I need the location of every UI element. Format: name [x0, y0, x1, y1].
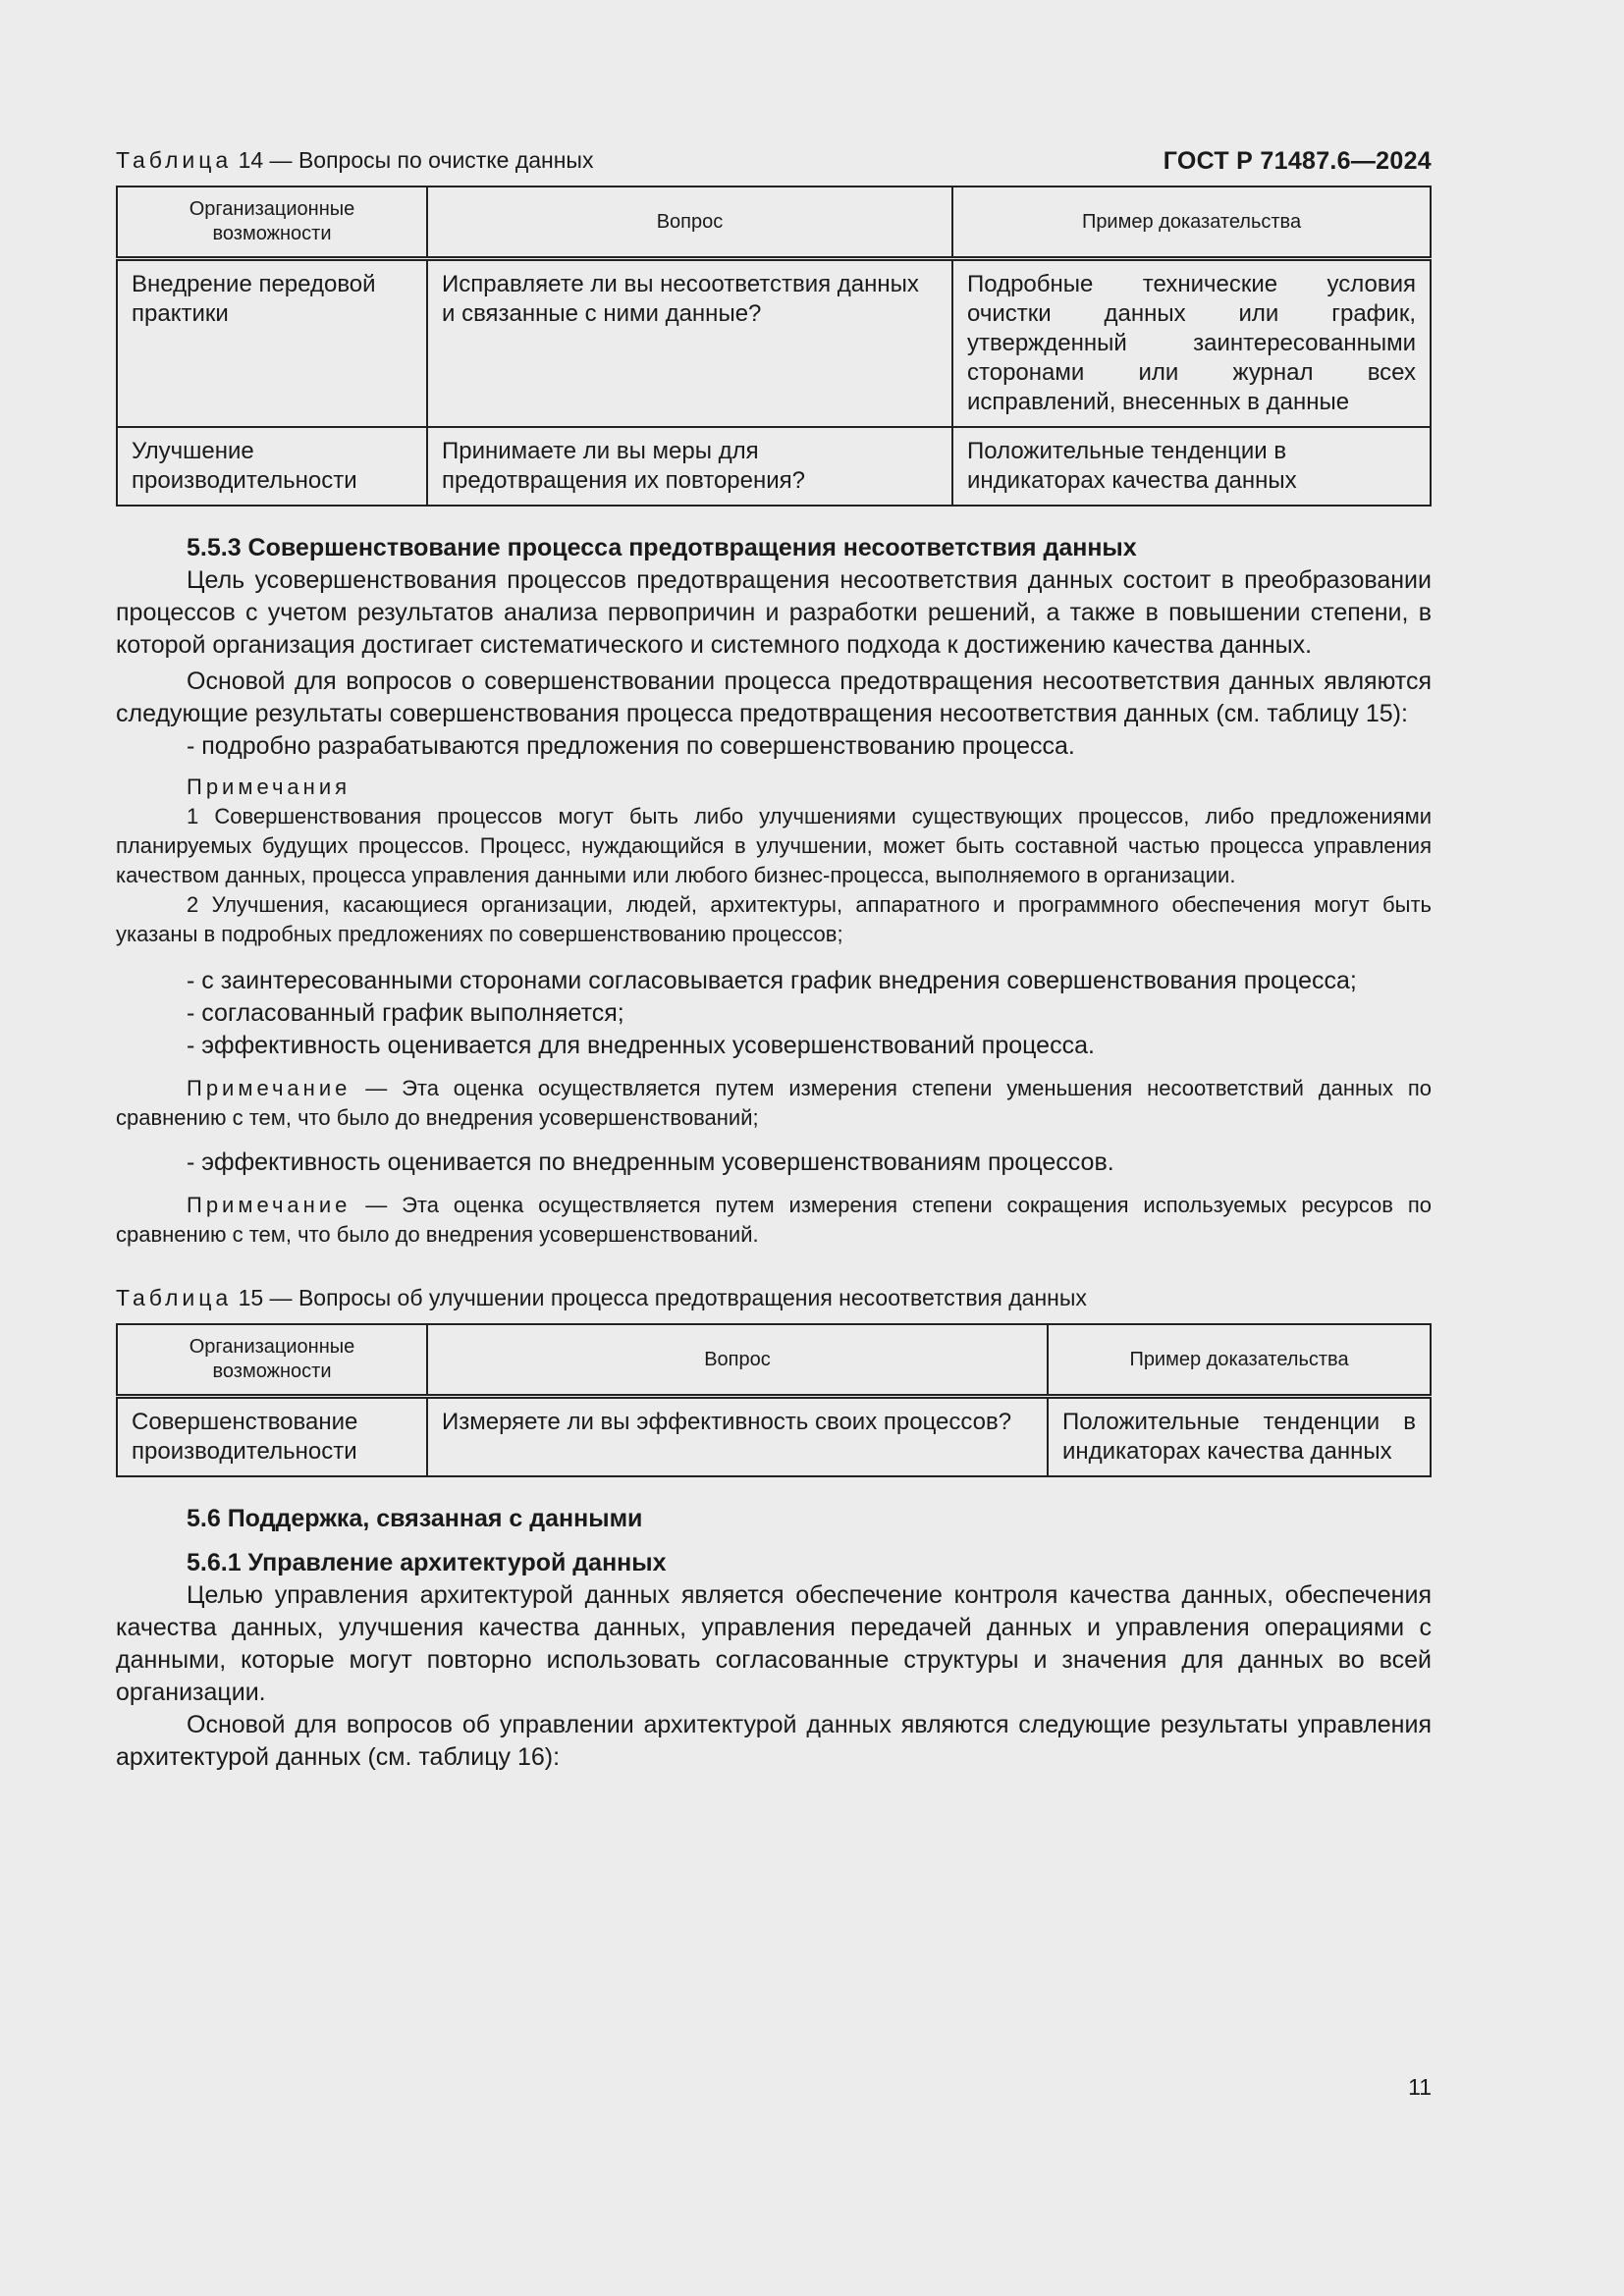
table14-cell: Внедрение передовой практики — [117, 259, 427, 428]
note-text: — Эта оценка осуществляется путем измерения степени уменьшения несоответствий данных по сравнению с тем, что было до внедрения усовершенствований; — [116, 1076, 1432, 1130]
table15-caption-word: Таблица — [116, 1285, 233, 1310]
list-item: - с заинтересованными сторонами согласовывается график внедрения совершенствования процесса; — [187, 967, 1357, 994]
section-553-body — [116, 564, 1432, 763]
table14-header-question: Вопрос — [427, 187, 952, 259]
table14-header-evidence: Пример доказательства — [952, 187, 1431, 259]
table14 — [116, 186, 1432, 507]
note — [116, 1191, 1432, 1250]
page-number: 11 — [1408, 2074, 1432, 2100]
table14-header-capabilities: Организационные возможности — [117, 187, 427, 259]
section-561-body — [116, 1579, 1432, 1774]
table14-cell: Исправляете ли вы несоответствия данных и связанные с ними данные? — [427, 259, 952, 428]
table15-header-question: Вопрос — [427, 1324, 1048, 1397]
table14-cell: Улучшение производительности — [117, 427, 427, 506]
list-item: - эффективность оценивается по внедренным усовершенствованиям процессов. — [187, 1148, 1114, 1176]
section-553-heading: 5.5.3 Совершенствование процесса предотвращения несоответствия данных — [187, 534, 1137, 561]
list-item: - эффективность оценивается для внедренных усовершенствований процесса. — [187, 1032, 1095, 1059]
table14-cell: Подробные технические условия очистки данных или график, утвержденный заинтересованными сторонами или журнал всех исправлений, внесенных в данные — [952, 259, 1431, 428]
page-content — [116, 147, 1432, 1774]
table15-caption — [116, 1285, 1432, 1311]
table15-header-row — [117, 1324, 1431, 1397]
paragraph: Цель усовершенствования процессов предотвращения несоответствия данных состоит в преобразовании процессов с учетом результатов анализа первопричин и разработки решений, а также в повышении степени, в которой организация достигает систематического и системного подхода к достижению качества данных. — [116, 566, 1432, 659]
table15-header-evidence: Пример доказательства — [1048, 1324, 1431, 1397]
table14-caption — [116, 147, 1432, 174]
paragraph: Основой для вопросов об управлении архитектурой данных являются следующие результаты управления архитектурой данных (см. таблицу 16): — [116, 1711, 1432, 1771]
paragraph: Основой для вопросов о совершенствовании процесса предотвращения несоответствия данных являются следующие результаты совершенствования процесса предотвращения несоответствия данных (см. таблицу 15): — [116, 667, 1432, 727]
section-553-list-2 — [116, 1147, 1432, 1179]
note-block — [116, 1191, 1432, 1250]
table15-cell: Совершенствование производительности — [117, 1397, 427, 1477]
note — [116, 1074, 1432, 1133]
list-item: - согласованный график выполняется; — [187, 999, 624, 1027]
section-553-list — [116, 965, 1432, 1062]
note-label: Примечание — [187, 1193, 352, 1217]
section-56-heading: 5.6 Поддержка, связанная с данными — [187, 1505, 643, 1532]
table15 — [116, 1323, 1432, 1477]
notes-title: Примечания — [187, 774, 352, 799]
list-item: - подробно разрабатываются предложения по совершенствованию процесса. — [187, 732, 1075, 760]
notes-block — [116, 773, 1432, 949]
section-561-heading: 5.6.1 Управление архитектурой данных — [187, 1549, 667, 1576]
table-row — [117, 427, 1431, 506]
table-row — [117, 259, 1431, 428]
table14-caption-word: Таблица — [116, 147, 233, 173]
note-label: Примечание — [187, 1076, 352, 1100]
table14-cell: Положительные тенденции в индикаторах качества данных — [967, 438, 1297, 494]
note-text: — Эта оценка осуществляется путем измерения степени сокращения используемых ресурсов по сравнению с тем, что было до внедрения усовершенствований. — [116, 1193, 1432, 1247]
table14-header-row — [117, 187, 1431, 259]
note: 2 Улучшения, касающиеся организации, людей, архитектуры, аппаратного и программного обеспечения могут быть указаны в подробных предложениях по совершенствованию процессов; — [116, 892, 1432, 946]
table15-header-capabilities: Организационные возможности — [117, 1324, 427, 1397]
table15-cell: Измеряете ли вы эффективность своих процессов? — [427, 1397, 1048, 1477]
table15-caption-text: 15 — Вопросы об улучшении процесса предотвращения несоответствия данных — [232, 1285, 1087, 1310]
note-block — [116, 1074, 1432, 1133]
note: 1 Совершенствования процессов могут быть либо улучшениями существующих процессов, либо предложениями планируемых будущих процессов. Процесс, нуждающийся в улучшении, может быть составной частью процесса управления качеством данных, процесса управления данными или любого бизнес-процесса, выполняемого в организации. — [116, 804, 1432, 887]
table15-cell: Положительные тенденции в индикаторах качества данных — [1062, 1409, 1416, 1465]
table14-cell: Принимаете ли вы меры для предотвращения их повторения? — [427, 427, 952, 506]
paragraph: Целью управления архитектурой данных является обеспечение контроля качества данных, обеспечения качества данных, улучшения качества данных, управления передачей данных и управления операциями с данными, которые могут повторно использовать согласованные структуры и значения для данных во всей организации. — [116, 1581, 1432, 1706]
standard-id: ГОСТ Р 71487.6—2024 — [1163, 147, 1432, 175]
table14-caption-text: 14 — Вопросы по очистке данных — [232, 147, 594, 173]
table-row — [117, 1397, 1431, 1477]
